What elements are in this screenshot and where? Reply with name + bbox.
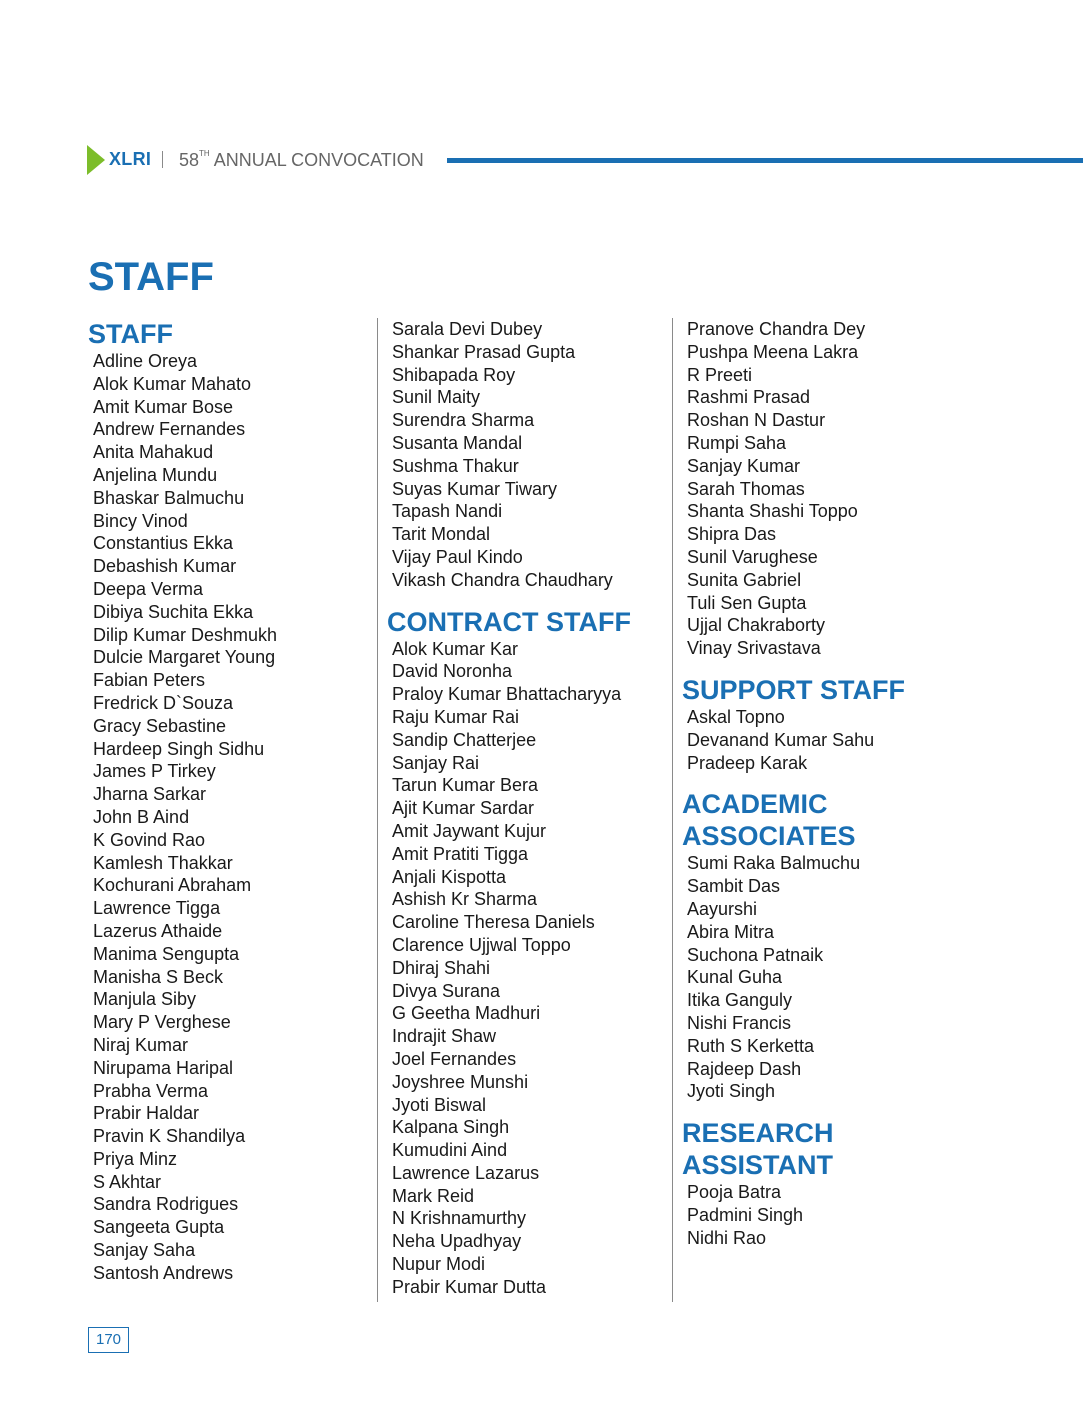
list-item: Dulcie Margaret Young (93, 647, 276, 668)
list-item: Andrew Fernandes (93, 419, 246, 440)
list-item: Manima Sengupta (93, 943, 240, 964)
list-item: Suyas Kumar Tiwary (392, 478, 558, 499)
list-item: Tarun Kumar Bera (392, 775, 539, 796)
list-item: Hardeep Singh Sidhu (93, 738, 265, 759)
list-item: Kamlesh Thakkar (93, 852, 233, 873)
list-item: R Preeti (687, 364, 753, 385)
list-item: Susanta Mandal (392, 432, 523, 453)
list-item: Prabha Verma (93, 1080, 209, 1101)
list-item: S Akhtar (93, 1171, 162, 1192)
list-item: Lawrence Lazarus (392, 1162, 540, 1183)
list-item: Nupur Modi (392, 1254, 486, 1275)
page-title: STAFF (88, 255, 214, 299)
list-item: G Geetha Madhuri (392, 1003, 541, 1024)
list-item: Abira Mitra (687, 921, 775, 942)
list-item: Praloy Kumar Bhattacharyya (392, 684, 622, 705)
list-item: Alok Kumar Mahato (93, 373, 252, 394)
list-item: Deepa Verma (93, 578, 204, 599)
list-item: Divya Surana (392, 980, 501, 1001)
page-header (87, 145, 1083, 177)
list-item: Amit Pratiti Tigga (392, 843, 529, 864)
list-item: Pradeep Karak (687, 752, 808, 773)
list-item: Jyoti Biswal (392, 1094, 487, 1115)
list-item: Shibapada Roy (392, 364, 516, 385)
column-3 (672, 318, 982, 1302)
list-item: Pooja Batra (687, 1182, 782, 1203)
list-item: James P Tirkey (93, 761, 216, 782)
contract-staff-list (387, 638, 677, 1299)
column-2 (377, 318, 677, 1302)
list-item: Neha Upadhyay (392, 1231, 522, 1252)
page-number: 170 (88, 1327, 129, 1353)
list-item: Ashish Kr Sharma (392, 889, 538, 910)
list-item: Vikash Chandra Chaudhary (392, 569, 613, 590)
list-item: Shanta Shashi Toppo (687, 501, 858, 522)
list-item: Mary P Verghese (93, 1012, 231, 1033)
list-item: Prabir Kumar Dutta (392, 1276, 547, 1297)
list-item: Itika Ganguly (687, 990, 793, 1011)
list-item: Dilip Kumar Deshmukh (93, 624, 278, 645)
list-item: Manisha S Beck (93, 966, 224, 987)
list-item: Amit Kumar Bose (93, 396, 234, 417)
list-item: Vinay Srivastava (687, 638, 821, 659)
list-item: Sandip Chatterjee (392, 729, 537, 750)
academic-associates-list (682, 852, 982, 1103)
header-divider (162, 151, 163, 168)
list-item: Prabir Haldar (93, 1103, 200, 1124)
list-item: Sunil Maity (392, 387, 481, 408)
column-1 (88, 318, 373, 1285)
list-item: Sarala Devi Dubey (392, 319, 543, 339)
list-item: Sunita Gabriel (687, 569, 802, 590)
list-item: Kalpana Singh (392, 1117, 510, 1138)
brand-name: XLRI (109, 149, 152, 169)
list-item: Adline Oreya (93, 351, 198, 371)
list-item: Sushma Thakur (392, 455, 519, 476)
list-item: Pravin K Shandilya (93, 1126, 246, 1147)
list-item: Caroline Theresa Daniels (392, 912, 595, 933)
list-item: Debashish Kumar (93, 556, 237, 577)
list-item: Constantius Ekka (93, 533, 234, 554)
list-item: David Noronha (392, 661, 513, 682)
list-item: Alok Kumar Kar (392, 638, 519, 659)
list-item: Nirupama Haripal (93, 1057, 234, 1078)
list-item: Kumudini Aind (392, 1140, 508, 1161)
staff-list (88, 350, 373, 1285)
staff-list-continued (387, 318, 677, 592)
list-item: Sumi Raka Balmuchu (687, 853, 861, 874)
list-item: Fabian Peters (93, 670, 206, 691)
header-number: 58 (179, 150, 200, 170)
list-item: Nishi Francis (687, 1012, 792, 1033)
list-item: Lazerus Athaide (93, 920, 223, 941)
list-item: Dibiya Suchita Ekka (93, 601, 254, 622)
list-item: Surendra Sharma (392, 410, 535, 431)
list-item: Kunal Guha (687, 967, 783, 988)
list-item: Shankar Prasad Gupta (392, 341, 576, 362)
list-item: Bincy Vinod (93, 510, 188, 531)
list-item: Tapash Nandi (392, 501, 503, 522)
list-item: Fredrick D`Souza (93, 692, 234, 713)
list-item: Raju Kumar Rai (392, 706, 520, 727)
list-item: Aayurshi (687, 898, 758, 919)
list-item: Sangeeta Gupta (93, 1217, 225, 1238)
list-item: Ujjal Chakraborty (687, 615, 826, 636)
list-item: Sarah Thomas (687, 478, 805, 499)
list-item: Nidhi Rao (687, 1227, 767, 1248)
heading-line: RESEARCH (682, 1118, 834, 1149)
list-item: Joel Fernandes (392, 1048, 517, 1069)
list-item: Roshan N Dastur (687, 410, 826, 431)
list-item: Santosh Andrews (93, 1262, 234, 1283)
contract-staff-list-continued (682, 318, 982, 660)
list-item: Dhiraj Shahi (392, 957, 491, 978)
list-item: Bhaskar Balmuchu (93, 487, 245, 508)
list-item: Joyshree Munshi (392, 1071, 529, 1092)
list-item: Pushpa Meena Lakra (687, 341, 859, 362)
section-heading-research-assistant (682, 1117, 982, 1181)
heading-line: ASSISTANT (682, 1150, 834, 1181)
list-item: Shipra Das (687, 524, 777, 545)
heading-line: ASSOCIATES (682, 821, 856, 852)
list-item: Clarence Ujjwal Toppo (392, 934, 571, 955)
list-item: Niraj Kumar (93, 1034, 189, 1055)
section-heading-contract-staff: CONTRACT STAFF (387, 606, 631, 637)
list-item: Padmini Singh (687, 1204, 804, 1225)
list-item: Indrajit Shaw (392, 1026, 497, 1047)
list-item: Anita Mahakud (93, 442, 214, 463)
list-item: Jharna Sarkar (93, 784, 207, 805)
section-heading-academic-associates (682, 788, 982, 852)
list-item: Mark Reid (392, 1185, 475, 1206)
list-item: Amit Jaywant Kujur (392, 820, 547, 841)
arrow-logo-icon (87, 145, 105, 175)
list-item: Suchona Patnaik (687, 944, 824, 965)
list-item: Jyoti Singh (687, 1081, 776, 1102)
header-rule (447, 158, 1083, 163)
list-item: N Krishnamurthy (392, 1208, 527, 1229)
list-item: Askal Topno (687, 706, 785, 727)
list-item: Manjula Siby (93, 989, 197, 1010)
list-item: Sambit Das (687, 876, 781, 897)
list-item: Sandra Rodrigues (93, 1194, 239, 1215)
list-item: Rajdeep Dash (687, 1058, 802, 1079)
list-item: Priya Minz (93, 1148, 178, 1169)
list-item: Rumpi Saha (687, 432, 787, 453)
list-item: Kochurani Abraham (93, 875, 252, 896)
list-item: John B Aind (93, 806, 190, 827)
heading-line: ACADEMIC (682, 789, 828, 820)
list-item: Lawrence Tigga (93, 898, 221, 919)
section-heading-staff: STAFF (88, 319, 173, 349)
list-item: Anjelina Mundu (93, 464, 218, 485)
header-superscript: TH (199, 149, 210, 158)
list-item: Anjali Kispotta (392, 866, 507, 887)
list-item: Sunil Varughese (687, 546, 818, 567)
header-title (179, 150, 424, 171)
list-item: Sanjay Kumar (687, 455, 801, 476)
list-item: Ruth S Kerketta (687, 1035, 815, 1056)
list-item: Ajit Kumar Sardar (392, 798, 535, 819)
header-title-text: ANNUAL CONVOCATION (213, 150, 424, 170)
list-item: Devanand Kumar Sahu (687, 729, 875, 750)
list-item: Pranove Chandra Dey (687, 319, 866, 339)
list-item: Rashmi Prasad (687, 387, 811, 408)
support-staff-list (682, 706, 982, 774)
research-assistant-list (682, 1181, 982, 1249)
list-item: Tuli Sen Gupta (687, 592, 807, 613)
list-item: Vijay Paul Kindo (392, 546, 523, 567)
list-item: K Govind Rao (93, 829, 206, 850)
list-item: Sanjay Rai (392, 752, 480, 773)
list-item: Sanjay Saha (93, 1240, 196, 1261)
list-item: Gracy Sebastine (93, 715, 227, 736)
section-heading-support-staff: SUPPORT STAFF (682, 674, 906, 705)
list-item: Tarit Mondal (392, 524, 491, 545)
